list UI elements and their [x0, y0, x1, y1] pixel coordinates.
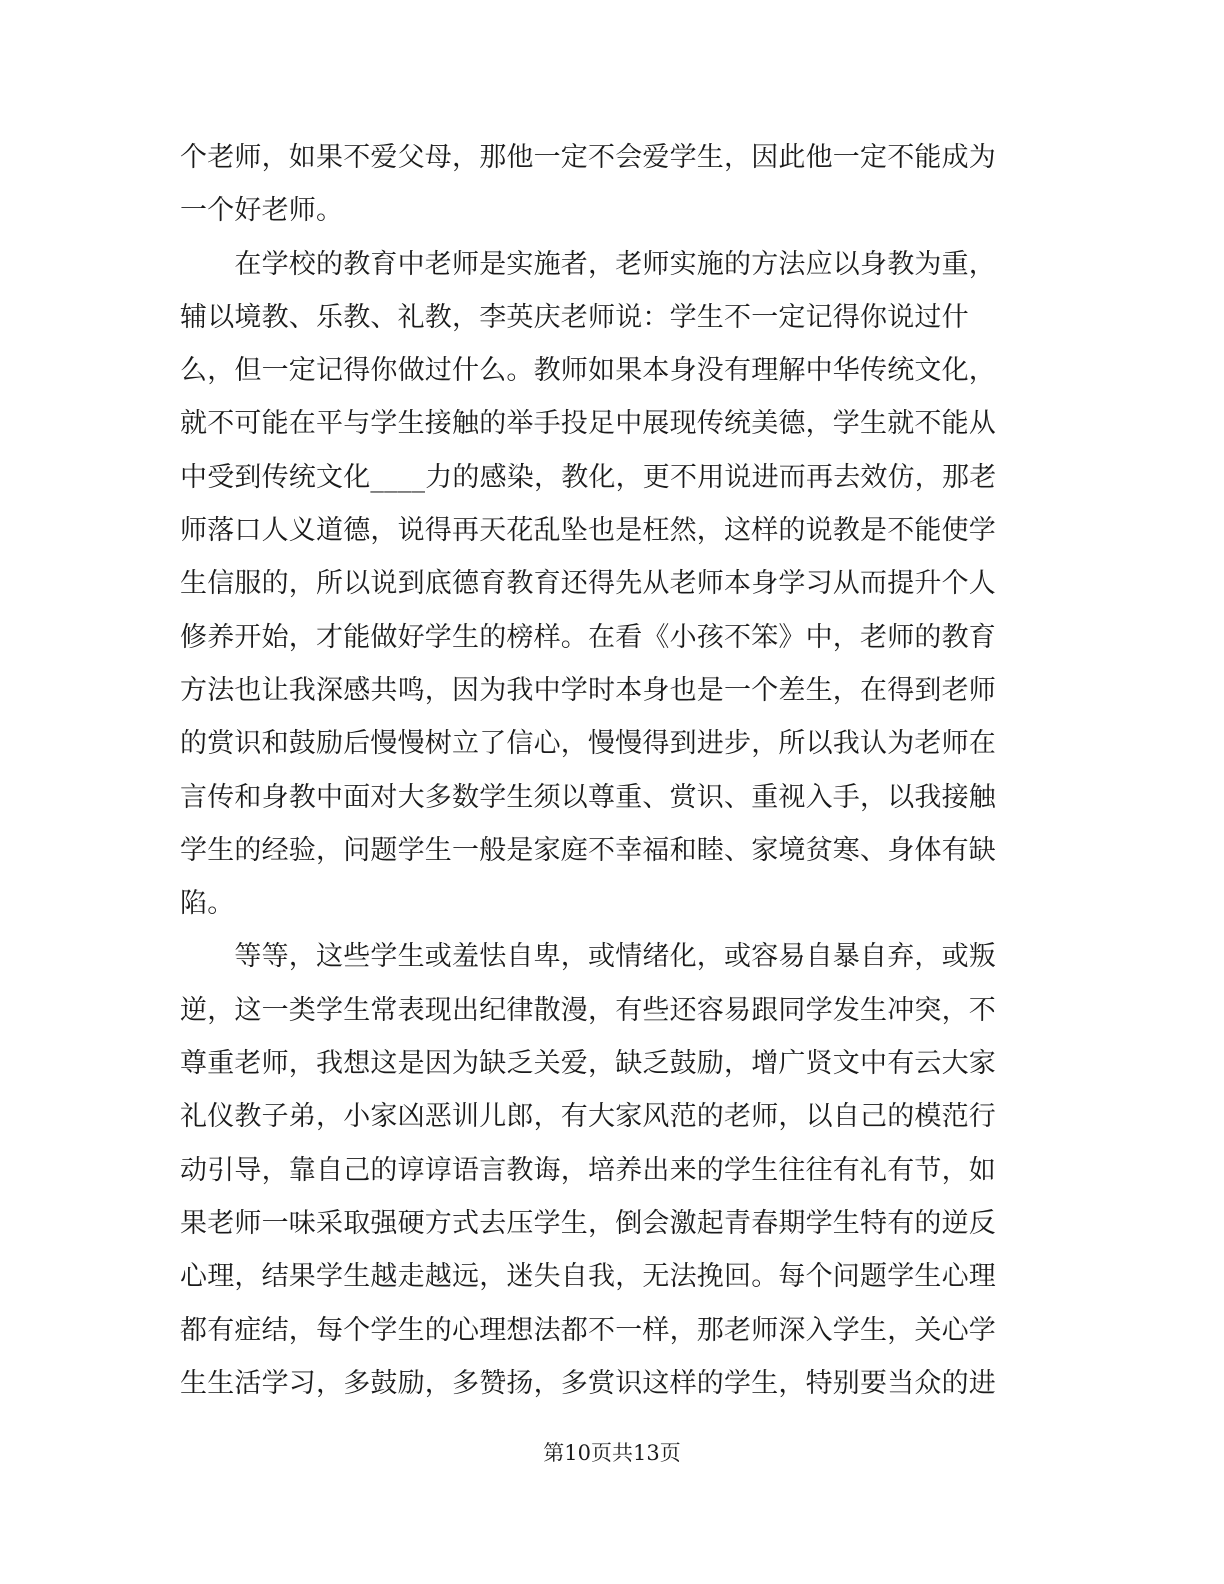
text-line: 中受到传统文化____力的感染，教化，更不用说进而再去效仿，那老: [180, 461, 997, 493]
text-line: 生生活学习，多鼓励，多赞扬，多赏识这样的学生，特别要当众的进: [180, 1367, 996, 1399]
text-line: 个老师，如果不爱父母，那他一定不会爱学生，因此他一定不能成为: [180, 142, 996, 173]
text-line: 尊重老师，我想这是因为缺乏关爱，缺乏鼓励，增广贤文中有云大家: [180, 1048, 996, 1080]
text-line: 生信服的，所以说到底德育教育还得先从老师本身学习从而提升个人: [180, 568, 996, 600]
text-line: 师落口人义道德，说得再天花乱坠也是枉然，这样的说教是不能使学: [180, 515, 996, 547]
page-number-footer: 第10页共13页: [543, 1441, 681, 1465]
text-line: 等等，这些学生或羞怯自卑，或情绪化，或容易自暴自弃，或叛: [180, 941, 996, 973]
text-line: 辅以境教、乐教、礼教，李英庆老师说：学生不一定记得你说过什: [180, 301, 969, 333]
body-text: [180, 131, 1030, 1410]
text-line: 果老师一味采取强硬方式去压学生，倒会激起青春期学生特有的逆反: [180, 1207, 996, 1239]
text-line: 都有症结，每个学生的心理想法都不一样，那老师深入学生，关心学: [180, 1314, 996, 1346]
text-line: 就不可能在平与学生接触的举手投足中展现传统美德，学生就不能从: [180, 408, 996, 440]
text-line: 逆，这一类学生常表现出纪律散漫，有些还容易跟同学发生冲突，不: [180, 994, 996, 1026]
text-line: 修养开始，才能做好学生的榜样。在看《小孩不笨》中，老师的教育: [180, 621, 996, 653]
text-line: 陷。: [180, 888, 235, 920]
text-line: 方法也让我深感共鸣，因为我中学时本身也是一个差生，在得到老师: [180, 674, 996, 706]
text-line: 动引导，靠自己的谆谆语言教诲，培养出来的学生往往有礼有节，如: [180, 1154, 996, 1186]
text-line: 的赏识和鼓励后慢慢树立了信心，慢慢得到进步，所以我认为老师在: [180, 728, 996, 760]
text-line: 心理，结果学生越走越远，迷失自我，无法挽回。每个问题学生心理: [180, 1261, 996, 1293]
text-line: 么，但一定记得你做过什么。教师如果本身没有理解中华传统文化，: [180, 355, 996, 387]
text-line: 一个好老师。: [180, 195, 344, 227]
text-line: 学生的经验，问题学生一般是家庭不幸福和睦、家境贫寒、身体有缺: [180, 834, 996, 866]
text-line: 在学校的教育中老师是实施者，老师实施的方法应以身教为重，: [180, 248, 996, 280]
text-line: 礼仪教子弟，小家凶恶训儿郎，有大家风范的老师，以自己的模范行: [180, 1101, 996, 1133]
text-line: 言传和身教中面对大多数学生须以尊重、赏识、重视入手，以我接触: [180, 781, 996, 813]
